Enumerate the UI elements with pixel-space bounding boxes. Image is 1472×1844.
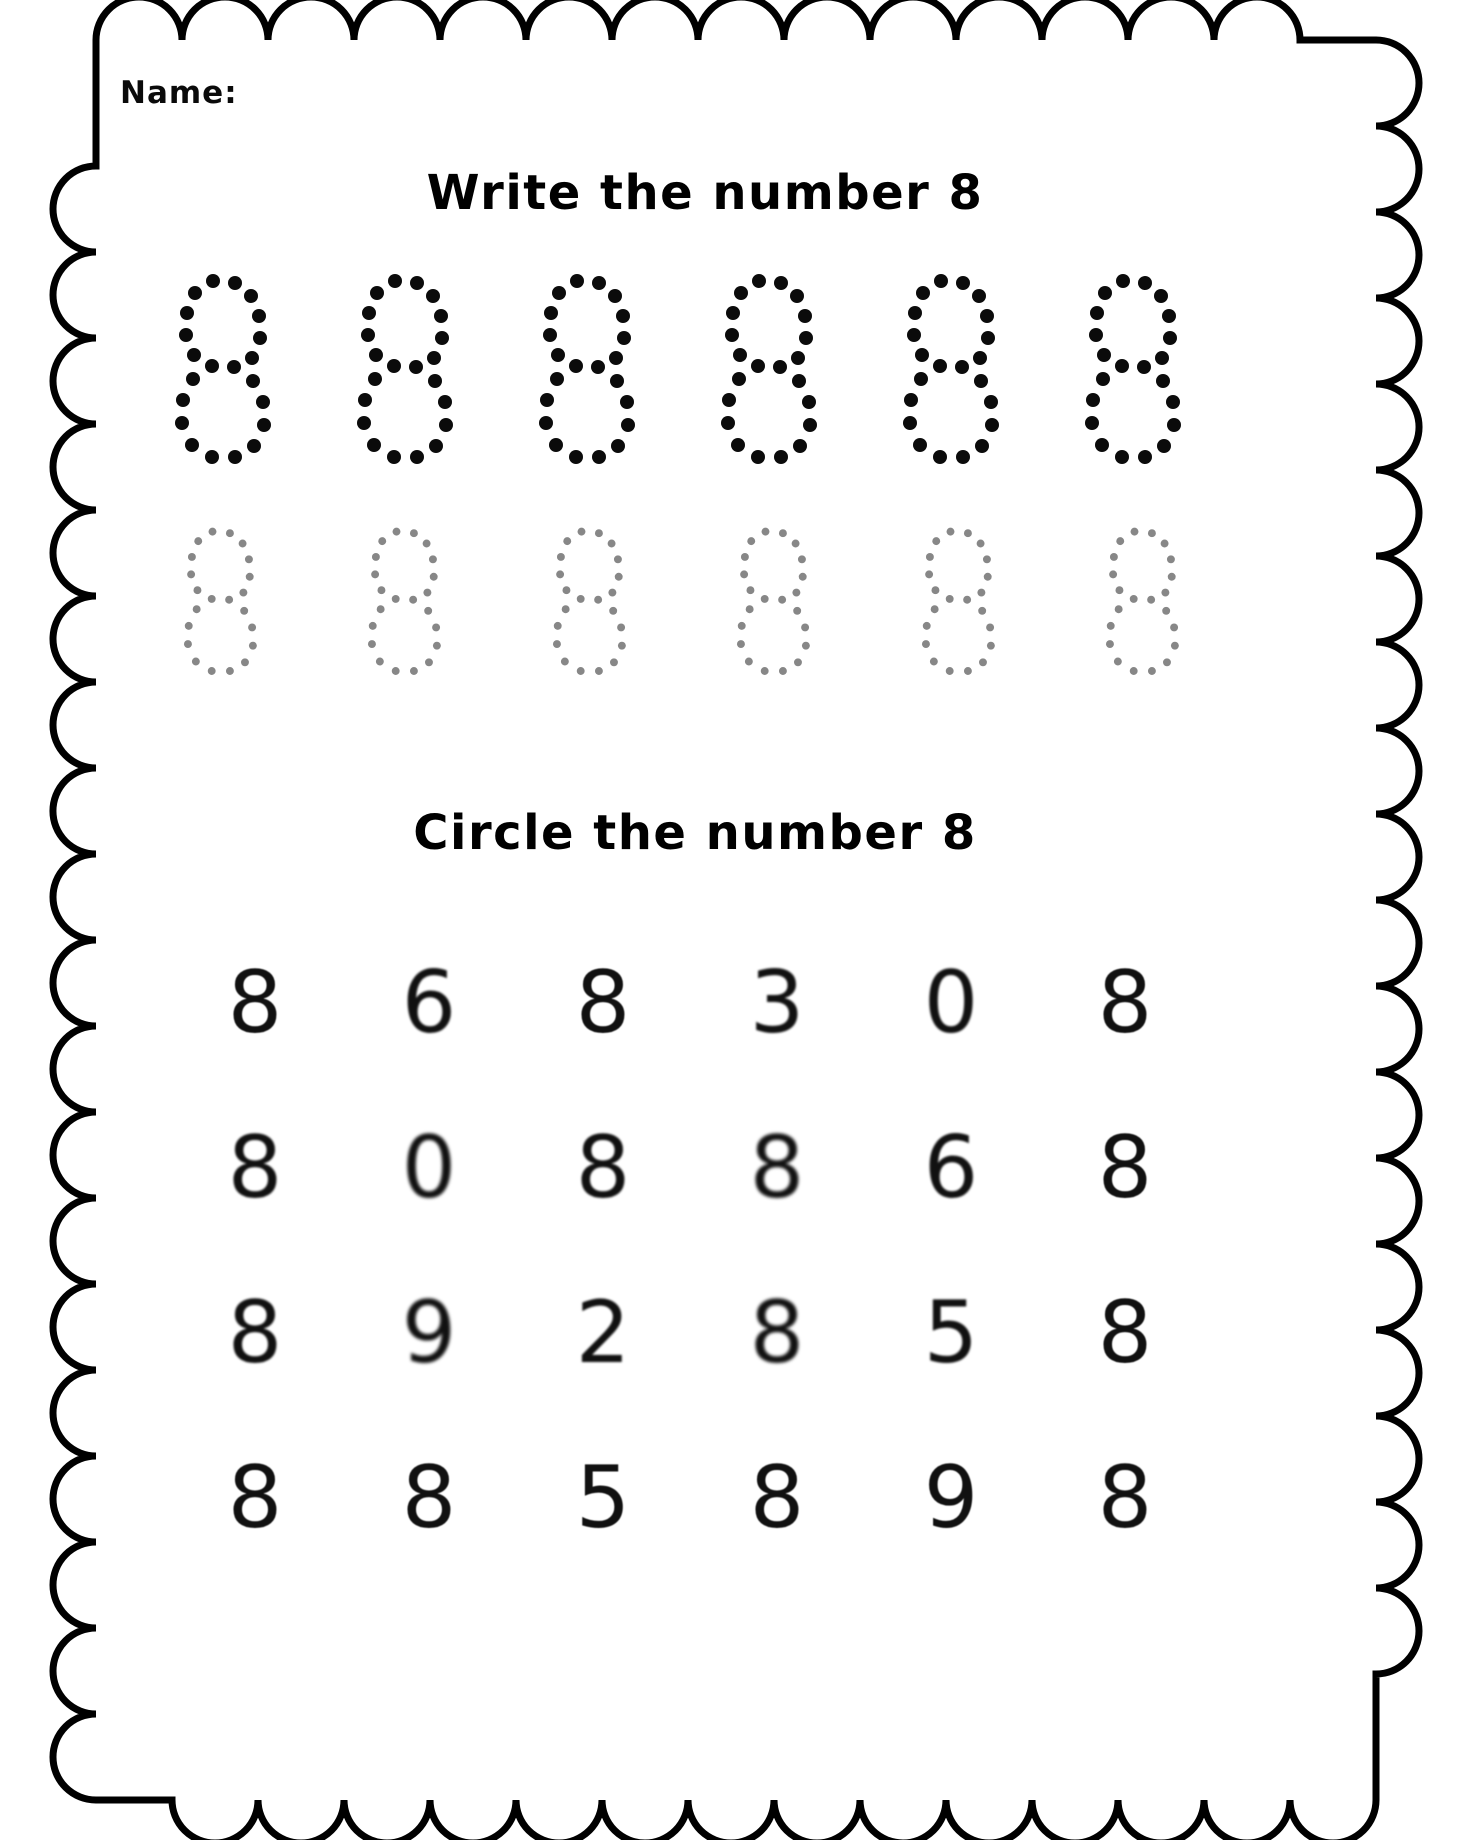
number-row (180, 920, 1200, 1085)
number-cell[interactable]: 0 (401, 1117, 457, 1218)
worksheet-content (110, 40, 1360, 1780)
dotted-eight-glyph[interactable] (347, 263, 467, 478)
number-cell[interactable]: 0 (923, 952, 979, 1053)
number-cell[interactable]: 8 (1097, 1282, 1153, 1383)
number-cell[interactable]: 8 (575, 952, 631, 1053)
number-cell[interactable]: 8 (227, 1447, 283, 1548)
number-cell[interactable]: 5 (923, 1282, 979, 1383)
dotted-trace-row-light (168, 495, 1198, 710)
heading-circle-the-number: Circle the number 8 (413, 805, 977, 861)
dotted-eight-glyph[interactable] (165, 263, 285, 478)
dotted-eight-glyph[interactable] (359, 517, 454, 689)
number-cell[interactable]: 8 (1097, 1447, 1153, 1548)
dotted-eight-glyph[interactable] (711, 263, 831, 478)
number-cell[interactable]: 8 (227, 952, 283, 1053)
number-cell[interactable]: 8 (749, 1282, 805, 1383)
number-cell[interactable]: 9 (923, 1447, 979, 1548)
dotted-eight-glyph[interactable] (543, 517, 638, 689)
number-cell[interactable]: 8 (749, 1447, 805, 1548)
number-cell[interactable]: 3 (749, 952, 805, 1053)
dotted-eight-glyph[interactable] (893, 263, 1013, 478)
number-row (180, 1085, 1200, 1250)
number-cell[interactable]: 2 (575, 1282, 631, 1383)
dotted-eight-glyph[interactable] (912, 517, 1007, 689)
number-row (180, 1250, 1200, 1415)
number-cell[interactable]: 8 (227, 1117, 283, 1218)
dotted-eight-glyph[interactable] (1075, 263, 1195, 478)
number-cell[interactable]: 8 (1097, 1117, 1153, 1218)
number-cell[interactable]: 8 (575, 1117, 631, 1218)
number-cell[interactable]: 8 (227, 1282, 283, 1383)
dotted-eight-glyph[interactable] (174, 517, 269, 689)
name-label: Name: (120, 75, 238, 111)
dotted-trace-row-dark (165, 255, 1195, 485)
dotted-eight-glyph[interactable] (529, 263, 649, 478)
number-cell[interactable]: 8 (749, 1117, 805, 1218)
number-cell[interactable]: 6 (401, 952, 457, 1053)
dotted-eight-glyph[interactable] (728, 517, 823, 689)
number-grid (180, 920, 1200, 1580)
number-cell[interactable]: 6 (923, 1117, 979, 1218)
number-row (180, 1415, 1200, 1580)
dotted-eight-glyph[interactable] (1096, 517, 1191, 689)
number-cell[interactable]: 9 (401, 1282, 457, 1383)
number-cell[interactable]: 5 (575, 1447, 631, 1548)
number-cell[interactable]: 8 (401, 1447, 457, 1548)
number-cell[interactable]: 8 (1097, 952, 1153, 1053)
heading-write-the-number: Write the number 8 (426, 165, 984, 221)
